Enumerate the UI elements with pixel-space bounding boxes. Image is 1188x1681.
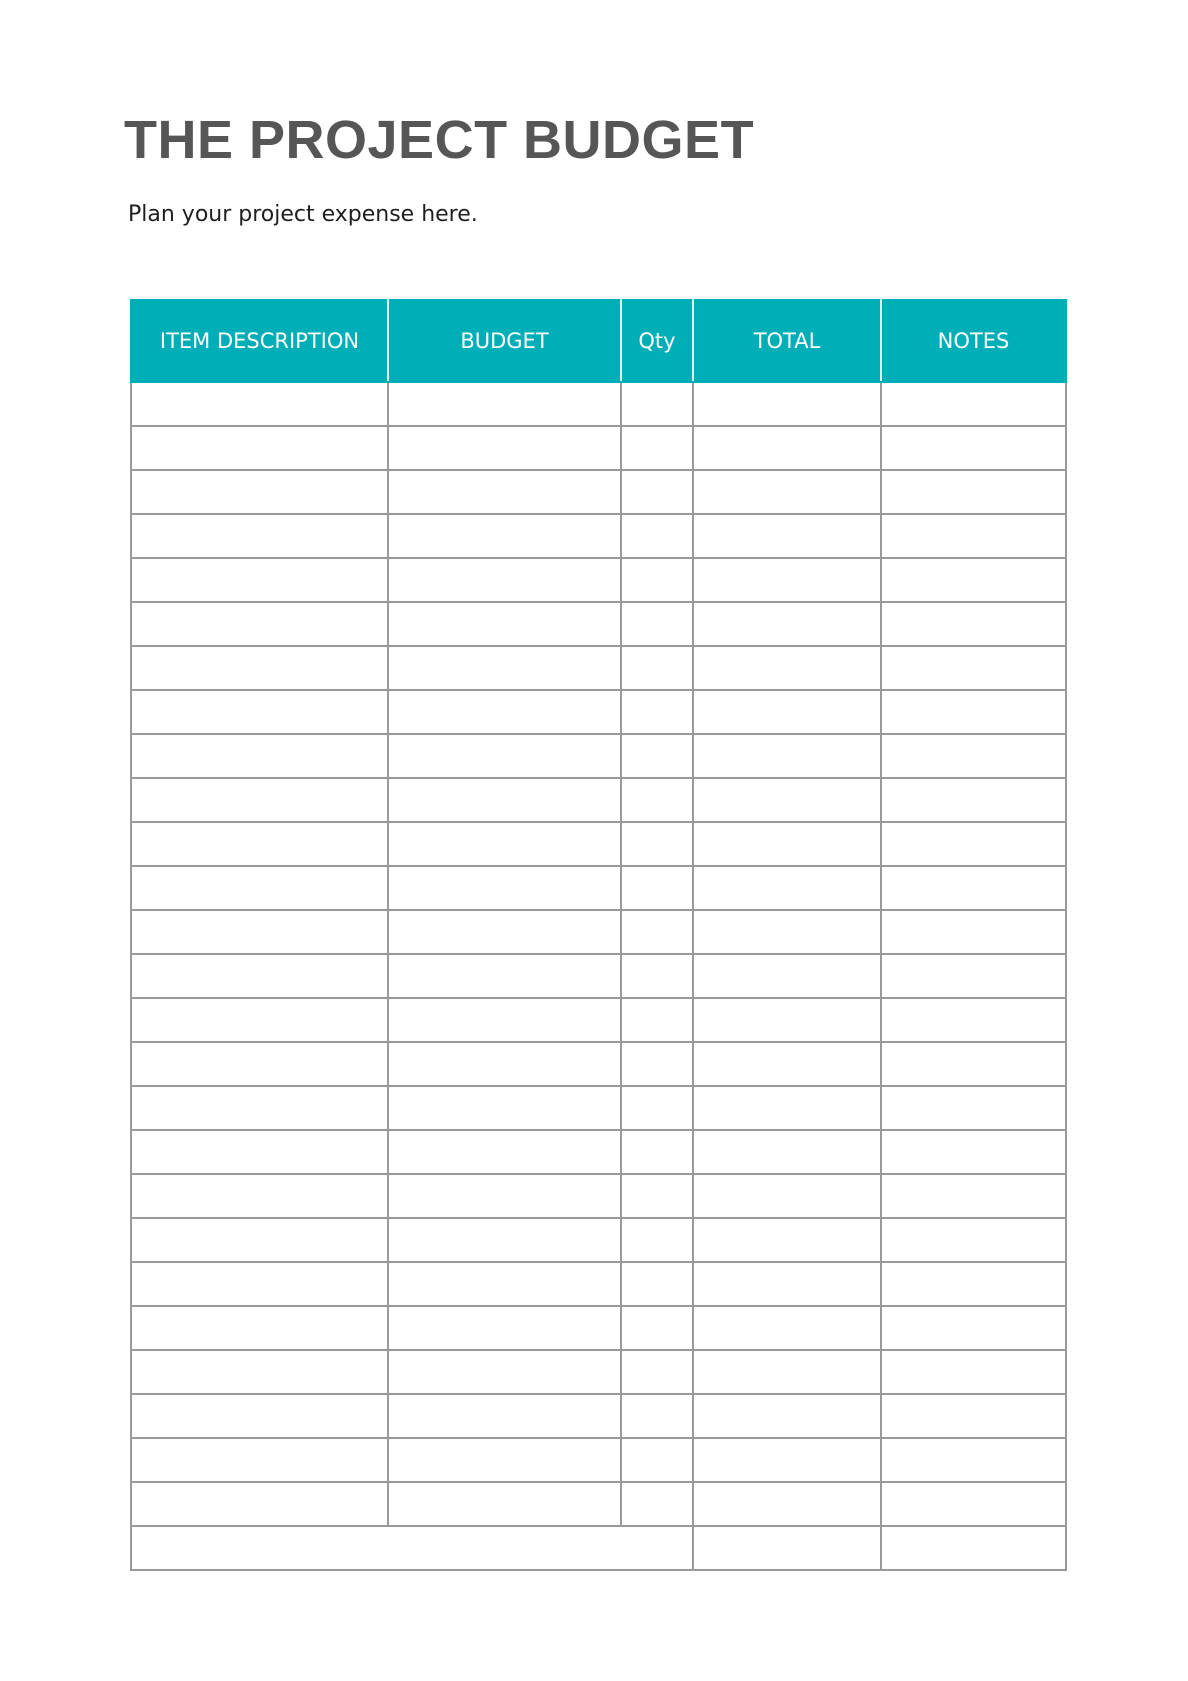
cell-qty[interactable] — [621, 1262, 693, 1306]
cell-total[interactable] — [693, 1042, 881, 1086]
cell-budget[interactable] — [388, 426, 621, 470]
budget-table-body — [131, 382, 1066, 1526]
cell-qty[interactable] — [621, 1438, 693, 1482]
page-title: THE PROJECT BUDGET — [124, 110, 755, 170]
cell-qty[interactable] — [621, 602, 693, 646]
cell-notes[interactable] — [881, 470, 1066, 514]
cell-total[interactable] — [693, 382, 881, 426]
table-row — [131, 602, 1066, 646]
cell-budget[interactable] — [388, 1350, 621, 1394]
cell-item-description[interactable] — [131, 866, 388, 910]
cell-notes[interactable] — [881, 1130, 1066, 1174]
table-row — [131, 1306, 1066, 1350]
cell-total[interactable] — [693, 646, 881, 690]
cell-item-description[interactable] — [131, 1042, 388, 1086]
cell-budget[interactable] — [388, 866, 621, 910]
cell-budget[interactable] — [388, 998, 621, 1042]
cell-qty[interactable] — [621, 998, 693, 1042]
table-row — [131, 1262, 1066, 1306]
cell-qty[interactable] — [621, 954, 693, 998]
cell-item-description[interactable] — [131, 1174, 388, 1218]
cell-budget[interactable] — [388, 646, 621, 690]
cell-total[interactable] — [693, 734, 881, 778]
cell-notes[interactable] — [881, 1306, 1066, 1350]
cell-total[interactable] — [693, 998, 881, 1042]
cell-qty[interactable] — [621, 1218, 693, 1262]
table-row — [131, 1394, 1066, 1438]
cell-total[interactable] — [693, 1218, 881, 1262]
cell-total[interactable] — [693, 910, 881, 954]
table-row — [131, 822, 1066, 866]
cell-item-description[interactable] — [131, 1482, 388, 1526]
cell-budget[interactable] — [388, 910, 621, 954]
table-row — [131, 910, 1066, 954]
cell-total[interactable] — [693, 1174, 881, 1218]
table-row — [131, 1130, 1066, 1174]
table-row — [131, 514, 1066, 558]
cell-budget[interactable] — [388, 954, 621, 998]
cell-total[interactable] — [693, 1482, 881, 1526]
cell-qty[interactable] — [621, 382, 693, 426]
budget-table — [130, 299, 1067, 1571]
cell-qty[interactable] — [621, 1482, 693, 1526]
cell-qty[interactable] — [621, 1086, 693, 1130]
footer-notes-cell[interactable] — [881, 1526, 1066, 1570]
cell-total[interactable] — [693, 514, 881, 558]
cell-item-description[interactable] — [131, 998, 388, 1042]
table-row — [131, 1350, 1066, 1394]
cell-item-description[interactable] — [131, 426, 388, 470]
column-header-budget: BUDGET — [388, 300, 621, 382]
cell-total[interactable] — [693, 1394, 881, 1438]
table-row — [131, 866, 1066, 910]
table-row — [131, 382, 1066, 426]
cell-item-description[interactable] — [131, 778, 388, 822]
table-row — [131, 470, 1066, 514]
cell-total[interactable] — [693, 1262, 881, 1306]
cell-notes[interactable] — [881, 1438, 1066, 1482]
table-row — [131, 778, 1066, 822]
cell-budget[interactable] — [388, 1086, 621, 1130]
cell-notes[interactable] — [881, 998, 1066, 1042]
cell-qty[interactable] — [621, 1130, 693, 1174]
cell-notes[interactable] — [881, 1350, 1066, 1394]
cell-total[interactable] — [693, 1130, 881, 1174]
cell-notes[interactable] — [881, 558, 1066, 602]
column-header-item-description: ITEM DESCRIPTION — [131, 300, 388, 382]
cell-item-description[interactable] — [131, 514, 388, 558]
table-row — [131, 646, 1066, 690]
cell-budget[interactable] — [388, 558, 621, 602]
footer-row — [131, 1526, 1066, 1570]
cell-budget[interactable] — [388, 1174, 621, 1218]
cell-notes[interactable] — [881, 646, 1066, 690]
cell-notes[interactable] — [881, 690, 1066, 734]
table-row — [131, 426, 1066, 470]
cell-qty[interactable] — [621, 866, 693, 910]
table-row — [131, 1482, 1066, 1526]
cell-budget[interactable] — [388, 1394, 621, 1438]
cell-total[interactable] — [693, 1306, 881, 1350]
cell-qty[interactable] — [621, 778, 693, 822]
cell-qty[interactable] — [621, 1350, 693, 1394]
page-subtitle: Plan your project expense here. — [128, 202, 478, 227]
cell-qty[interactable] — [621, 426, 693, 470]
cell-total[interactable] — [693, 602, 881, 646]
cell-total[interactable] — [693, 1438, 881, 1482]
cell-item-description[interactable] — [131, 1306, 388, 1350]
cell-total[interactable] — [693, 690, 881, 734]
cell-budget[interactable] — [388, 1130, 621, 1174]
cell-qty[interactable] — [621, 1306, 693, 1350]
cell-item-description[interactable] — [131, 910, 388, 954]
cell-item-description[interactable] — [131, 1130, 388, 1174]
cell-total[interactable] — [693, 778, 881, 822]
cell-notes[interactable] — [881, 602, 1066, 646]
cell-item-description[interactable] — [131, 1394, 388, 1438]
cell-budget[interactable] — [388, 514, 621, 558]
table-row — [131, 954, 1066, 998]
cell-notes[interactable] — [881, 514, 1066, 558]
cell-total[interactable] — [693, 822, 881, 866]
cell-budget[interactable] — [388, 778, 621, 822]
cell-total[interactable] — [693, 470, 881, 514]
cell-notes[interactable] — [881, 954, 1066, 998]
cell-qty[interactable] — [621, 1042, 693, 1086]
cell-budget[interactable] — [388, 1306, 621, 1350]
cell-notes[interactable] — [881, 778, 1066, 822]
column-header-total: TOTAL — [693, 300, 881, 382]
table-row — [131, 1042, 1066, 1086]
cell-budget[interactable] — [388, 1482, 621, 1526]
cell-notes[interactable] — [881, 734, 1066, 778]
cell-budget[interactable] — [388, 1218, 621, 1262]
cell-budget[interactable] — [388, 1438, 621, 1482]
cell-item-description[interactable] — [131, 646, 388, 690]
cell-notes[interactable] — [881, 910, 1066, 954]
cell-notes[interactable] — [881, 426, 1066, 470]
cell-qty[interactable] — [621, 646, 693, 690]
cell-total[interactable] — [693, 954, 881, 998]
cell-item-description[interactable] — [131, 734, 388, 778]
cell-budget[interactable] — [388, 690, 621, 734]
cell-item-description[interactable] — [131, 1218, 388, 1262]
footer-total-cell[interactable] — [693, 1526, 881, 1570]
cell-total[interactable] — [693, 558, 881, 602]
cell-item-description[interactable] — [131, 602, 388, 646]
table-row — [131, 1086, 1066, 1130]
cell-item-description[interactable] — [131, 382, 388, 426]
cell-total[interactable] — [693, 866, 881, 910]
cell-budget[interactable] — [388, 382, 621, 426]
cell-total[interactable] — [693, 1350, 881, 1394]
table-row — [131, 1438, 1066, 1482]
table-row — [131, 734, 1066, 778]
column-header-notes: NOTES — [881, 300, 1066, 382]
table-row — [131, 1218, 1066, 1262]
footer-label-cell[interactable] — [131, 1526, 693, 1570]
header-row — [131, 300, 1066, 382]
cell-item-description[interactable] — [131, 1350, 388, 1394]
cell-qty[interactable] — [621, 558, 693, 602]
cell-total[interactable] — [693, 1086, 881, 1130]
cell-budget[interactable] — [388, 734, 621, 778]
cell-notes[interactable] — [881, 822, 1066, 866]
cell-item-description[interactable] — [131, 1262, 388, 1306]
cell-item-description[interactable] — [131, 558, 388, 602]
cell-notes[interactable] — [881, 382, 1066, 426]
cell-item-description[interactable] — [131, 954, 388, 998]
table-row — [131, 690, 1066, 734]
cell-item-description[interactable] — [131, 822, 388, 866]
cell-qty[interactable] — [621, 1174, 693, 1218]
table-row — [131, 1174, 1066, 1218]
cell-qty[interactable] — [621, 470, 693, 514]
cell-item-description[interactable] — [131, 690, 388, 734]
column-header-qty: Qty — [621, 300, 693, 382]
cell-notes[interactable] — [881, 1174, 1066, 1218]
cell-notes[interactable] — [881, 1262, 1066, 1306]
cell-qty[interactable] — [621, 910, 693, 954]
cell-notes[interactable] — [881, 1218, 1066, 1262]
cell-budget[interactable] — [388, 1042, 621, 1086]
cell-qty[interactable] — [621, 514, 693, 558]
cell-qty[interactable] — [621, 822, 693, 866]
cell-item-description[interactable] — [131, 470, 388, 514]
cell-qty[interactable] — [621, 734, 693, 778]
table-row — [131, 558, 1066, 602]
cell-notes[interactable] — [881, 1482, 1066, 1526]
cell-budget[interactable] — [388, 602, 621, 646]
table-row — [131, 998, 1066, 1042]
cell-qty[interactable] — [621, 690, 693, 734]
cell-item-description[interactable] — [131, 1086, 388, 1130]
cell-item-description[interactable] — [131, 1438, 388, 1482]
cell-qty[interactable] — [621, 1394, 693, 1438]
cell-total[interactable] — [693, 426, 881, 470]
cell-budget[interactable] — [388, 822, 621, 866]
cell-notes[interactable] — [881, 1086, 1066, 1130]
cell-notes[interactable] — [881, 1394, 1066, 1438]
cell-notes[interactable] — [881, 1042, 1066, 1086]
budget-table-header — [131, 300, 1066, 382]
budget-table-footer — [131, 1526, 1066, 1570]
cell-budget[interactable] — [388, 1262, 621, 1306]
cell-budget[interactable] — [388, 470, 621, 514]
cell-notes[interactable] — [881, 866, 1066, 910]
